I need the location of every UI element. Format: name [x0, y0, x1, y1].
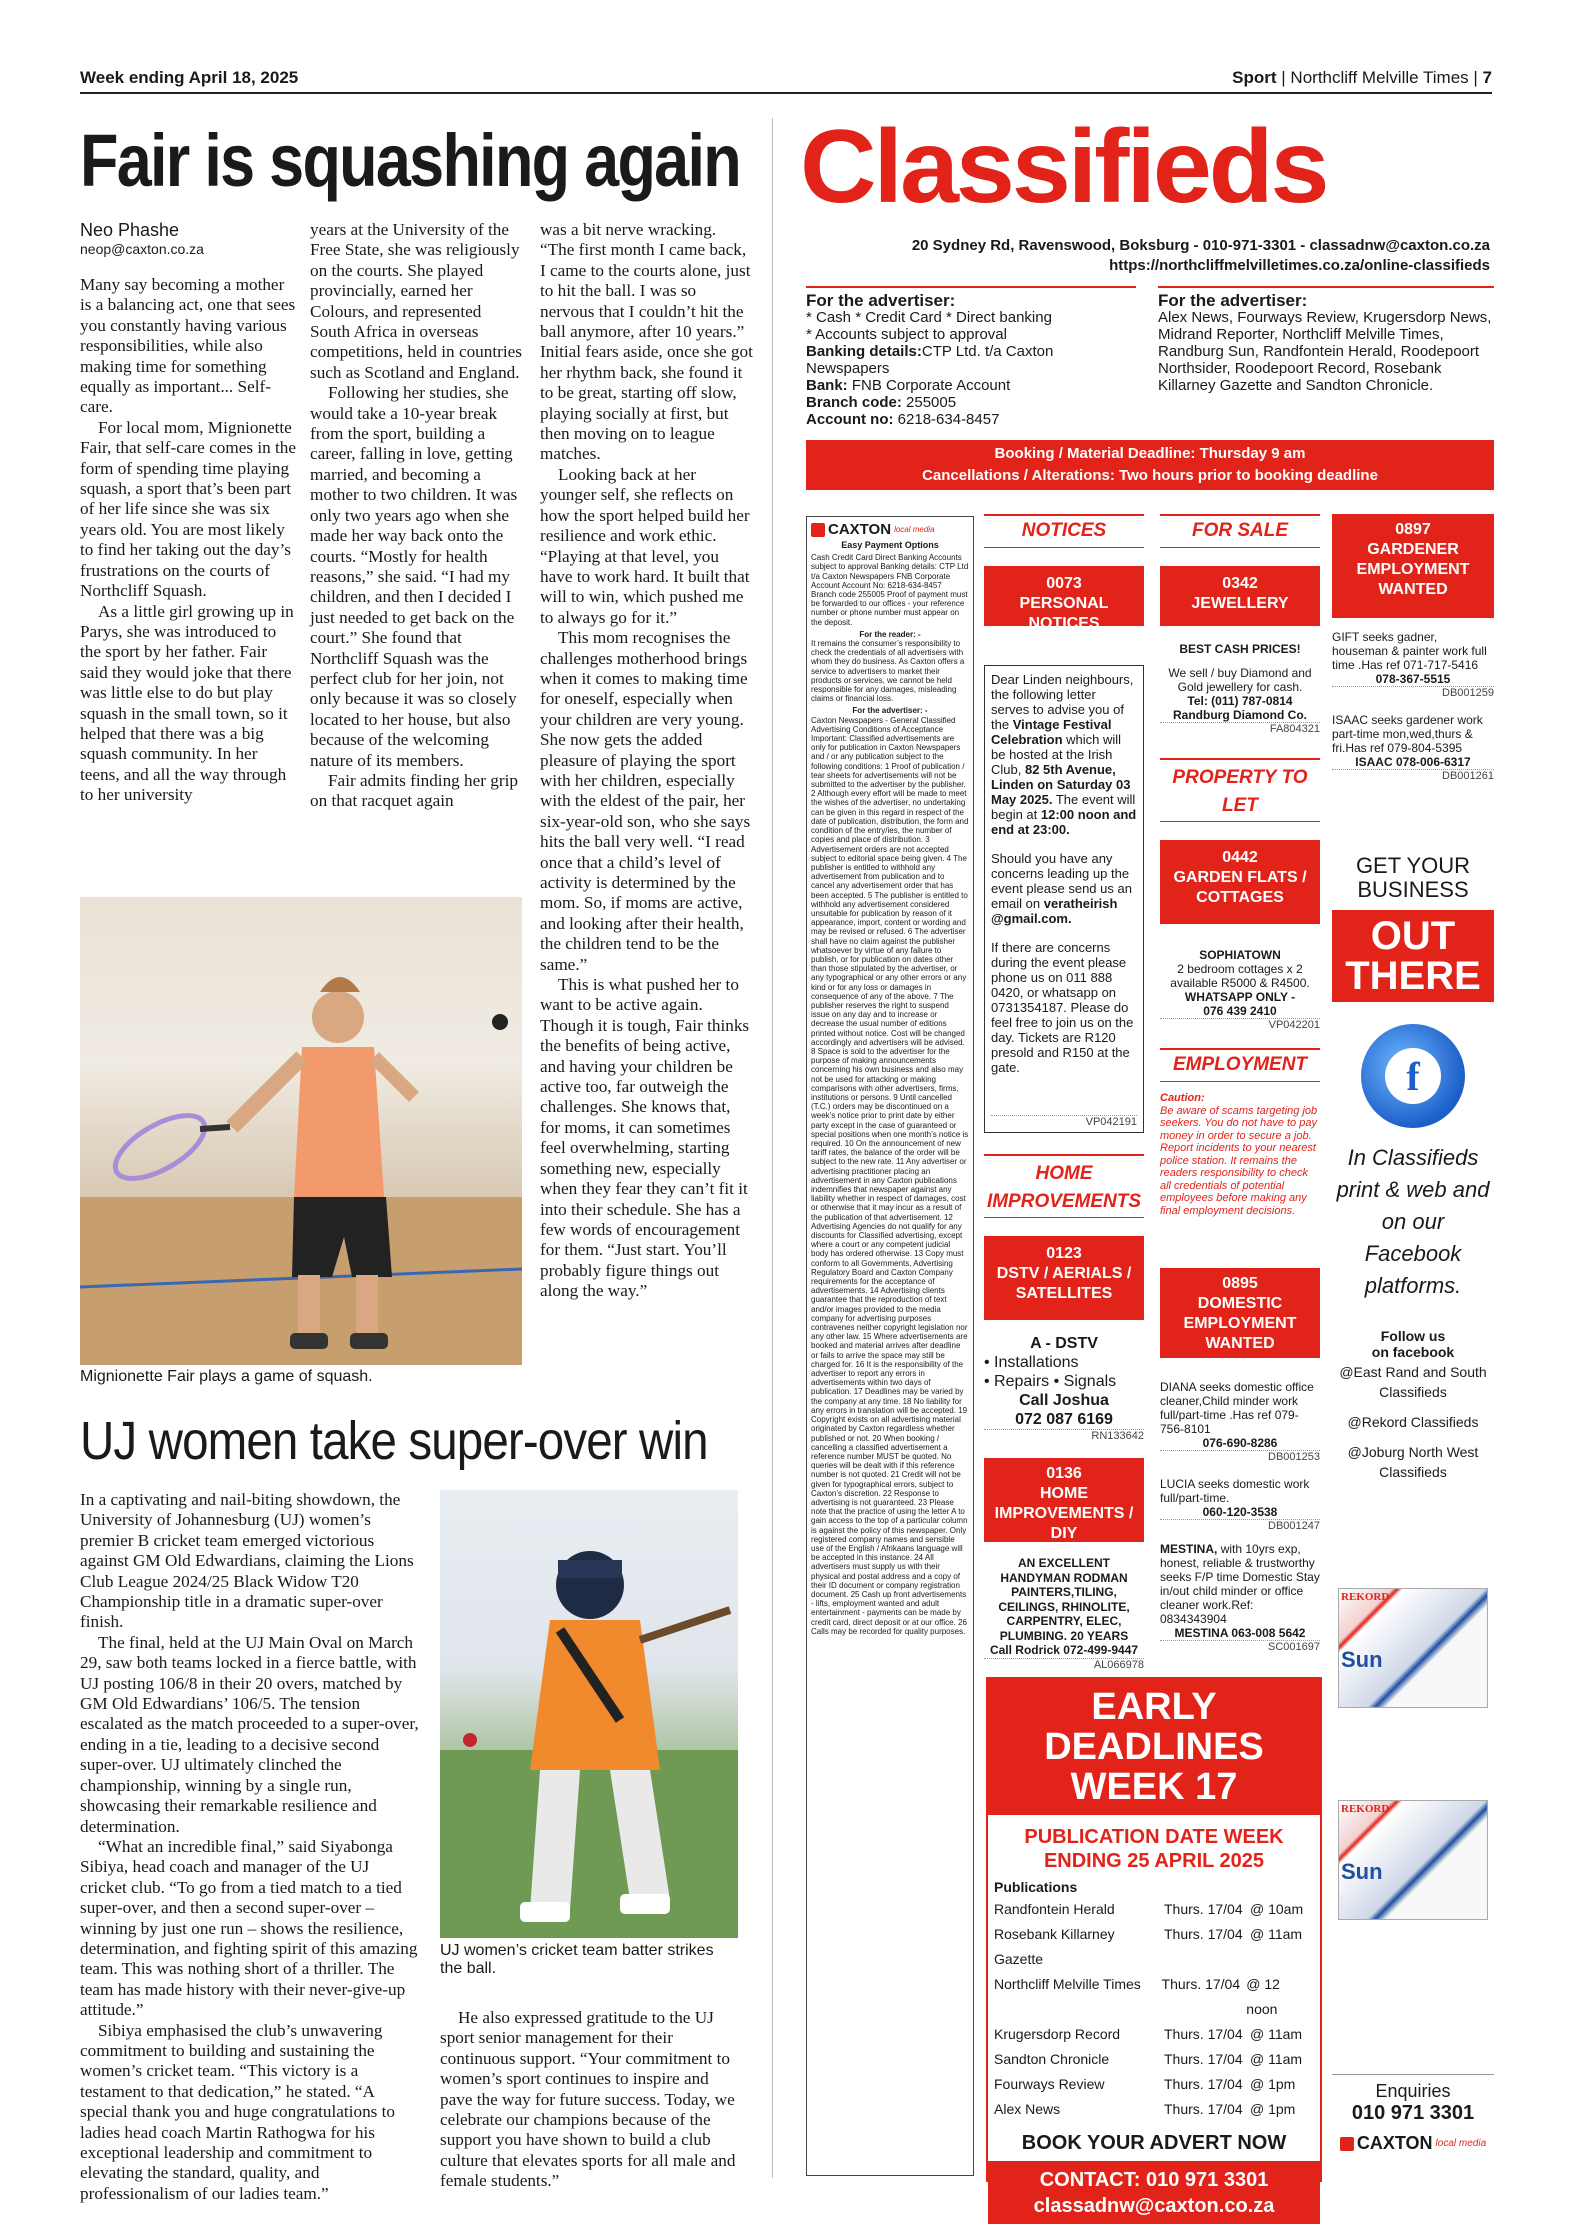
caxton-logo-icon [1340, 2137, 1354, 2151]
enquiries-box: Enquiries 010 971 3301 CAXTON local media [1332, 2074, 1494, 2154]
early-deadlines-box: EARLY DEADLINES WEEK 17 PUBLICATION DATE WEEK ENDING 25 APRIL 2025 Publications Randfontein Herald Thurs. 17/04 @ 10am Rosebank Killarney Gazette Thurs. 17/04 @ 11am Northcliff Melville Times Thurs. 17/04 @ 12 noon Krugersdorp Record Thurs. 17/04 @ 11am Sandton Chronicle Thurs. 17/04 @ 11am Fourways Review Thurs. 17/04 @ 1pm Alex News Thurs. 17/04 @ 1pm BOOK YOUR ADVERT NOW CONTACT: 010 971 3301 classadnw@caxton.co.za [986, 1677, 1322, 2182]
photo2-caption: UJ women’s cricket team batter strikes the ball. [440, 1942, 714, 1977]
fb-page-1[interactable]: @East Rand and South Classifieds [1339, 1364, 1487, 1400]
advertiser-info-right: For the advertiser: Alex News, Fourways Review, Krugersdorp News, Midrand Reporter, Northcliff Melville Times, Randburg Sun, Randfontein Herald, Roodepoort Northsider, Roodepoort Record, Rosebank Killarney Gazette and Sandton Chronicle. [1158, 286, 1494, 422]
category-domestic-employment: 0895 DOMESTIC EMPLOYMENT WANTED [1160, 1268, 1320, 1358]
scam-caution: Caution: Be aware of scams targeting job seekers. You do not have to pay money in order to secure a job. Report incidents to your nearest police station. It remains the readers responsibility to check all credentials of potential employees before making any final employment decisions. [1160, 1092, 1318, 1217]
early-deadlines-title: EARLY DEADLINES WEEK 17 [988, 1679, 1320, 1815]
publication-row: Fourways Review Thurs. 17/04 @ 1pm [994, 2076, 1296, 2092]
section-notices: NOTICES [984, 514, 1144, 548]
cricket-photo [440, 1490, 738, 1938]
caxton-logo: CAXTON local media [811, 521, 969, 538]
byline-email[interactable]: neop@caxton.co.za [80, 241, 204, 257]
issue-date: Week ending April 18, 2025 [80, 68, 299, 87]
advertiser-info-left: For the advertiser: * Cash * Credit Card * Direct banking * Accounts subject to approval Banking details:CTP Ltd. t/a Caxton Newspapers Bank: FNB Corporate Account Branch code: 255005 Account no: 6218-634-8457 [806, 286, 1136, 422]
publication-row: Sandton Chronicle Thurs. 17/04 @ 11am [994, 2051, 1303, 2067]
ad-dstv: A - DSTV • Installations • Repairs • Signals Call Joshua 072 087 6169 RN133642 [984, 1335, 1144, 1442]
caxton-logo-icon [811, 523, 825, 537]
article-column-2: years at the University of the Free State, she was religiously on the courts. She played provincially, earned her Colours, and represented South Africa in overseas competitions, held in countries such as Scotland and England. Following her studies, she would take a 10-year break from the sport, building a career, falling in love, getting married, and becoming a mother to two children. It was only two years ago when she made her way back onto the courts. “Mostly for health reasons,” she said. “I had my children, and then I decided I just needed to get back on the court.” She found that Northcliff Squash was the perfect club for her join, not only because it was so closely located to her house, but also because of the welcoming nature of its members. Fair admits finding her grip on that racquet again [310, 220, 522, 811]
ad-sophiatown: SOPHIATOWN 2 bedroom cottages x 2 available R5000 & R4500. WHATSAPP ONLY - 076 439 2410 VP042201 [1160, 948, 1320, 1031]
newspaper-thumbnail-2: REKORD Sun [1338, 1800, 1488, 1920]
section-for-sale: FOR SALE [1160, 514, 1320, 548]
section-home-improvements: HOME IMPROVEMENTS [984, 1154, 1144, 1218]
header-rule [80, 92, 1492, 94]
facebook-icon: f [1361, 1024, 1465, 1128]
squash-photo [80, 897, 522, 1365]
contact-phone[interactable]: CONTACT: 010 971 3301 [1039, 2169, 1269, 2191]
newspaper-thumbnail-1: REKORD Sun [1338, 1588, 1488, 1708]
terms-and-conditions: CAXTON local media Easy Payment Options Cash Credit Card Direct Banking Accounts subject to approval Banking details: CTP Ltd t/a Caxton Newspapers FNB Corporate Account Account No: 6218-634-8457 Branch code 255005 Proof of payment must be forwarded to our offices - your reference number or phone number must appear on the deposit. For the reader: - It remains the consumer’s responsibility to check the credentials of all advertisers with whom they do business. As Caxton offers a service to advertisers to market their products or services, we cannot be held responsible for any damages, misleading claims or financial loss. For the advertiser: - Caxton Newspapers - General Classified Advertising Conditions of Acceptance Important: Classified advertisements are only for publication in Caxton Newspapers and / or any publication subject to the following conditions: 1 Proof of publication / tear sheets for advertisements will not be submitted to the advertiser by the publisher. 2 Although every effort will be made to meet the wishes of the advertiser, no undertaking can be given in this regard in respect of the date of publication, distribution, the form and condition of the entry/ies, the number of copies and place of distribution. 3 Advertisement orders are not accepted subject to editorial space being given. 4 The publisher is entitled to withhold any advertisement from publication and to cancel any advertisement order that has been accepted. 5 The publisher is entitled to withhold any advertisement considered unsuitable for publication by reason of it appearance, import, content or wording and may be revised or refused. 6 The advertiser shall have no claim against the publisher whatsoever by virtue of any failure to publish, or for publication on dates other than those stipulated by the advertiser, or any typographical or any other errors or any kind or for any loss or damages in consequence of any of the above. 7 The publisher reserves the right to suspend issue on any day and to increase or decrease the usual number of editions printed without notice. Cost will be changed accordingly and advertisers will be advised. 8 Space is sold to the advertiser for the purpose of making announcements concerning his own business and also may not be used for attacking or making comparisons with other advertisers, firms, institutions or persons. 9 Until cancelled (T.C.) orders may be discontinued on a week’s notice prior to print date by either party except in the case of guaranteed or special positions when one month’s notice is required. 10 On the announcement of new tariff rates, the balance of the order will be subject to the new rate. 11 Any advertiser or advertising practitioner placing an advertisement in any Caxton publications indemnifies that newspaper against any liability whether in respect of damages, cost or otherwise that it may incur as a result of the publication of that advertisement. 12 Advertising Agencies do not qualify for any discounts for Classified advertising, except where a court or any competent judicial body has ordered otherwise. 13 Copy must conform to all Governments, Advertising Regulatory Board and Caxton Company requirements for the acceptance of advertisements. 14 Advertising clients guarantee that the reproduction of text and/or images provided to the media company for advertising purposes contravenes neither copyright legislation nor any other law. 15 Where advertisements are booked and material arrives after deadline or fails to arrive the space may still be charged for. 16 It is the responsibility of the advertiser to report any errors in advertisements within two days of publication. 17 Deadlines may be varied by the company at any time. 18 No liability for any errors in translation will be accepted. 19 Copyright exists on all advertising material originated by Caxton regardless whether published or not. 20 When booking / cancelling a classified advertisement a reference number MUST be quoted. No queries will be dealt with if this reference number is not quoted. 21 Credit will not be given for typographical errors, subject to Caxton’s discretion. 22 Response to advertising is not guaranteed. 23 Please note that the practice of using the letter A to gain access to the top of a particular column is against the policy of this newspaper. Only registered company names and sensible use of the English / Afrikaans language will be accepted in this instance. 24 All advertisers must supply us with their physical and postal address and a copy of their ID document or company registration document. 25 Cash up front advertisements - lifts, employment wanted and adult entertainment - payments can be made by credit card, direct deposit or at our office. 26 Calls may be recorded for quality purposes. [806, 516, 974, 2176]
category-garden-flats: 0442 GARDEN FLATS / COTTAGES [1160, 840, 1320, 924]
fb-page-3[interactable]: @Joburg North West Classifieds [1347, 1444, 1479, 1480]
publication-row: Randfontein Herald Thurs. 17/04 @ 10am [994, 1901, 1304, 1917]
classifieds-url[interactable]: https://northcliffmelvilletimes.co.za/online-classifieds [1109, 257, 1490, 274]
byline-author: Neo Phashe [80, 220, 180, 240]
publication-row: Alex News Thurs. 17/04 @ 1pm [994, 2101, 1296, 2117]
classifieds-title: Classifieds [800, 109, 1327, 225]
gardener-ads: GIFT seeks gadner, houseman & painter work full time .Has ref 071-717-5416 078-367-5515 DB001259 ISAAC seeks gardener work part-time mon,wed,thurs & fri.Has ref 079-804-5395 ISAAC 078-006-6317 DB001261 [1332, 630, 1494, 782]
publication-row: Northcliff Melville Times Thurs. 17/04 @ 12 noon [994, 1976, 1280, 2017]
category-dstv: 0123 DSTV / AERIALS / SATELLITES [984, 1236, 1144, 1320]
facebook-promo: GET YOUR BUSINESS OUT THERE f In Classifieds print & web and on our Facebook platforms. Follow us on facebook @East Rand and South Classifieds @Rekord Classifieds @Joburg North West Classifieds [1332, 854, 1494, 1482]
article2-headline: UJ women take super-over win [80, 1411, 708, 1471]
section-header: Sport | Northcliff Melville Times | 7 [1232, 68, 1492, 87]
section-employment: EMPLOYMENT [1160, 1048, 1320, 1082]
fb-page-2[interactable]: @Rekord Classifieds [1347, 1414, 1479, 1430]
category-home-improvements-diy: 0136 HOME IMPROVEMENTS / DIY [984, 1458, 1144, 1542]
section-property-to-let: PROPERTY TO LET [1160, 758, 1320, 822]
article-column-1: Neo Phashe neop@caxton.co.za Many say becoming a mother is a balancing act, one that sees you constantly having various responsibilities, while also making time for something equally as important... Self-care. For local mom, Mignionette Fair, that self-care comes in the form of spending time playing squash, a sport that’s been part of her life since she was six years old. You are most likely to find her taking out the day’s frustrations on the courts of Northcliff Squash. As a little girl growing up in Parys, she was introduced to the sport by her father. Fair said they would joke that there was little else to do but play squash in the small town, so it helped that there was a big squash community. In her teens, and all the way through to her university [80, 220, 298, 806]
classifieds-address: 20 Sydney Rd, Ravenswood, Boksburg - 010-971-3301 - classadnw@caxton.co.za https://northcliffmelvilletimes.co.za/online-classifieds [800, 236, 1490, 276]
publication-row: Krugersdorp Record Thurs. 17/04 @ 11am [994, 2026, 1303, 2042]
article2-column-2: He also expressed gratitude to the UJ sport senior management for their continuous support. “Your commitment to women’s sport continues to inspire and pave the way for future success. Today, we celebrate our champions because of the support you have shown to build a club culture that elevates sports for all male and female students.” [440, 2008, 736, 2191]
contact-email[interactable]: classadnw@caxton.co.za [1033, 2195, 1275, 2217]
enquiries-phone[interactable]: 010 971 3301 [1351, 2102, 1475, 2124]
category-jewellery: 0342 JEWELLERY [1160, 566, 1320, 626]
notice-email[interactable]: veratheirish @gmail.com. [991, 896, 1118, 926]
article-headline: Fair is squashing again [80, 119, 740, 202]
article-column-3: was a bit nerve wracking. “The first month I came back, I came to the courts alone, just to hit the ball. I was so nervous that I couldn’t hit the ball anymore, after 10 years.” Initial fears aside, once she got her rhythm back, she found it to be great, starting off slow, playing socially at first, but then moving on to league matches. Looking back at her younger self, she reflects on how the sport helped build her resilience and work ethic. “Playing at that level, you have to work hard. It built that will to win, which pushed me to always go for it.” This mom recognises the challenges motherhood brings when it comes to making time for oneself, especially when your children are very young. She now gets the added pleasure of playing the sport with her children, especially with the eldest of the pair, her six-year-old son, who she says hits the ball very well. “I read once that a child’s level of activity is determined by the mom. So, if moms are active, and looking after their health, the children tend to be the same.” This is what pushed her to want to be active again. Though it is tough, Fair thinks the benefits of being active, and having your children be active too, far outweigh the challenges. She knows that, for moms, it can sometimes feel overwhelming, starting something new, especially when they fear they can’t fit it into their schedule. She has a few words of encouragement for them. “Just start. You’ll probably figure things out along the way.” [540, 220, 753, 1301]
category-personal-notices: 0073 PERSONAL NOTICES [984, 566, 1144, 626]
category-gardener: 0897 GARDENER EMPLOYMENT WANTED [1332, 514, 1494, 618]
article2-column-1: In a captivating and nail-biting showdown, the University of Johannesburg (UJ) women’s premier B cricket team emerged victorious against GM Old Edwardians, claiming the Lions Club League 2024/25 Black Widow T20 Championship title in a dramatic super-over finish. The final, held at the UJ Main Oval on March 29, saw both teams locked in a fierce battle, with UJ posting 106/8 in their 20 overs, matched by GM Old Edwardians’ 106/5. The tension escalated as the match proceeded to a super-over, ending in a tie, leading to a decisive second super-over. UJ ultimately clinched the championship, winning by a single run, showcasing their remarkable resilience and determination. “What an incredible final,” said Siyabonga Sibiya, head coach and manager of the UJ cricket club. “To go from a tied match to a tied super-over, and then a second super-over – winning by just one run – shows the resilience, determination, and fighting spirit of this amazing team. This was nothing short of a thriller. The team has made history with their never-give-up attitude.” Sibiya emphasised the club’s unwavering commitment to building and sustaining the women’s cricket team. “This victory is a testament to that dedication,” he stated. “A special thank you and huge congratulations to ladies head coach Martin Rathogwa for his exceptional leadership and commitment to elevating the standard, quality, and professionalism of our ladies team.” [80, 1490, 419, 2203]
ad-handyman: AN EXCELLENT HANDYMAN RODMAN PAINTERS,TILING, CEILINGS, RHINOLITE, CARPENTRY, ELEC, PLUMBING. 20 YEARS Call Rodrick 072-499-9447 AL066978 [984, 1556, 1144, 1671]
photo-caption: Mignionette Fair plays a game of squash. [80, 1368, 373, 1385]
ad-jewellery: BEST CASH PRICES! We sell / buy Diamond and Gold jewellery for cash. Tel: (011) 787-0814 Randburg Diamond Co. FA804321 [1160, 642, 1320, 735]
publication-deadline-list [988, 1897, 1320, 2122]
deadline-bar: Booking / Material Deadline: Thursday 9 am Cancellations / Alterations: Two hours prior to booking deadline [806, 440, 1494, 490]
publication-row: Rosebank Killarney Gazette Thurs. 17/04 @ 11am [994, 1926, 1303, 1967]
caxton-logo-bottom: CAXTON local media [1332, 2133, 1494, 2154]
column-divider [772, 118, 773, 2178]
notice-ad-vintage-festival: Dear Linden neighbours, the following letter serves to advise you of the Vintage Festival Celebration which will be hosted at the Irish Club, 82 5th Avenue, Linden on Saturday 03 May 2025. The event will begin at 12:00 noon and end at 23:00. Should you have any concerns leading up the event please send us an email on veratheirish @gmail.com. If there are concerns during the event please phone us on 011 888 0420, or whatsapp on 0731354187. Please do feel free to join us on the day. Tickets are R120 presold and R150 at the gate. VP042191 [984, 665, 1144, 1133]
domestic-ads: DIANA seeks domestic office cleaner,Child minder work full/part-time .Has ref 079-756-8101 076-690-8286 DB001253 LUCIA seeks domestic work full/part-time. 060-120-3538 DB001247 MESTINA, with 10yrs exp, honest, reliable & trustworthy seeks F/P time Domestic Stay in/out child minder or office cleaner work.Ref: 0834343904 MESTINA 063-008 5642 SC001697 [1160, 1380, 1320, 1653]
